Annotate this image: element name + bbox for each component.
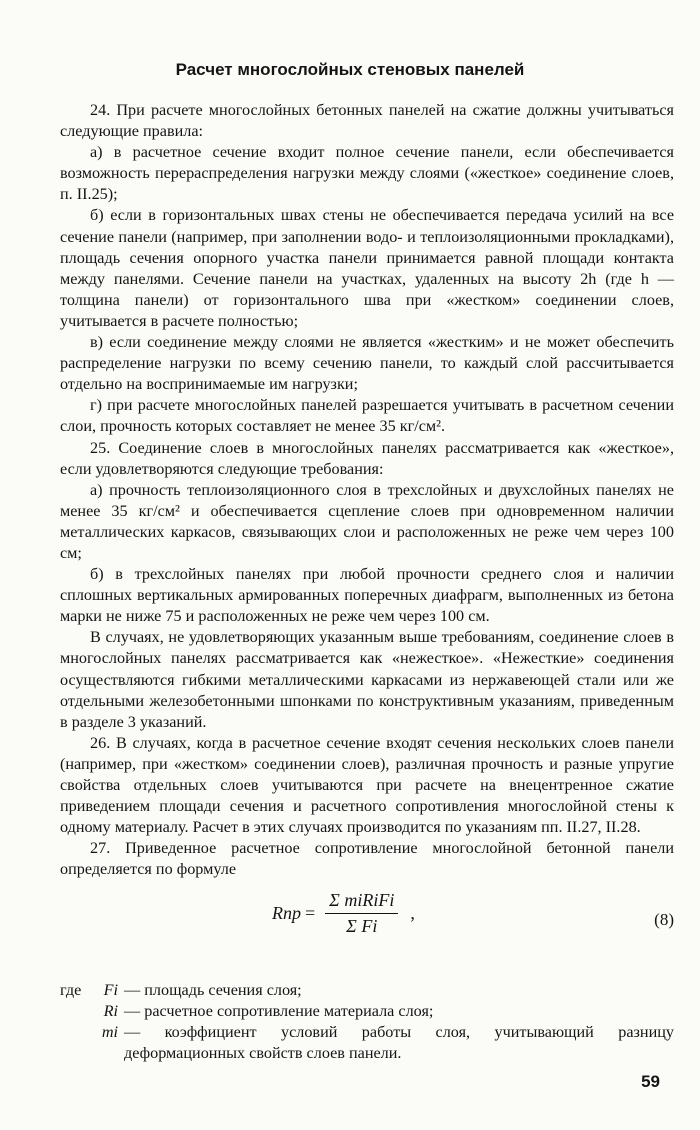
paragraph-24v: в) если соединение между слоями не является «жестким» и не может обеспечить распределение нагрузки по всему сечению панели, то каждый слой рассчитывается отдельно на воспринимаемые им нагрузки; <box>60 333 674 394</box>
definition-row <box>60 1001 674 1022</box>
definition-text: — площадь сечения слоя; <box>124 981 302 999</box>
formula-denominator: Σ Fi <box>346 916 378 936</box>
definition-row <box>60 1022 674 1064</box>
formula-block <box>60 882 674 972</box>
paragraph-24a: а) в расчетное сечение входит полное сечение панели, если обеспечивается возможность перераспределения нагрузки между слоями («жесткое» соединение слоев, п. II.25); <box>60 143 674 204</box>
section-title: Расчет многослойных стеновых панелей <box>175 60 525 79</box>
definition-symbol: Fi <box>103 981 118 999</box>
definition-lead <box>60 1001 90 1022</box>
paragraph-25a: а) прочность теплоизоляционного слоя в трехслойных и двухслойных панелях не менее 35 кг/см² и обеспечивается сцепление слоев при одновременном наличии металлических каркасов, связывающих слои и расположенных не реже чем через 100 см; <box>60 480 674 562</box>
paragraph-27: 27. Приведенное расчетное сопротивление многослойной бетонной панели определяется по формуле <box>60 839 674 879</box>
paragraph-25: 25. Соединение слоев в многослойных панелях рассматривается как «жесткое», если удовлетворяются следующие требования: <box>60 438 674 478</box>
definition-lead: где <box>60 981 82 999</box>
definition-text: — расчетное сопротивление материала слоя; <box>124 1002 434 1021</box>
definition-row <box>60 980 674 1001</box>
formula-8: Rпр = $\frac{\text{Σ miRiFi}}{\text{Σ Fi}}$ , <box>272 890 415 936</box>
paragraph-24b: б) если в горизонтальных швах стены не обеспечивается передача усилий на все сечение панели (например, при заполнении водо- и теплоизоляционными прокладками), площадь сечения опорного участка панели принимается равной площади контакта между панелями. Сечение панели на участках, удаленных на высоту 2h (где h — толщина панели) от горизонтального шва при «жестком» соединении слоев, учитывается в расчете полностью; <box>60 206 674 330</box>
paragraph-25b: б) в трехслойных панелях при любой прочности среднего слоя и наличии сплошных вертикальных армированных поперечных диафрагм, выполненных из бетона марки не ниже 75 и расположенных не реже чем через 100 см. <box>60 565 674 626</box>
definition-lead <box>60 1022 90 1064</box>
formula-numerator: Σ miRiFi <box>325 890 398 914</box>
paragraph-24: 24. При расчете многослойных бетонных панелей на сжатие должны учитываться следующие правила: <box>60 101 674 141</box>
symbol-definitions <box>60 980 674 1064</box>
formula-lhs: Rпр <box>272 903 301 923</box>
body-text <box>60 100 674 880</box>
formula-fraction <box>325 890 398 937</box>
definition-symbol: mi <box>101 1023 118 1042</box>
paragraph-24g: г) при расчете многослойных панелей разрешается учитывать в расчетном сечении слои, прочность которых составляет не менее 35 кг/см². <box>60 396 674 436</box>
equation-number: (8) <box>654 910 674 929</box>
page-number: 59 <box>641 1072 660 1091</box>
paragraph-25-note: В случаях, не удовлетворяющих указанным выше требованиям, соединение слоев в многослойных панелях рассматривается как «нежесткое». «Нежесткие» соединения осуществляются гибкими металлическими каркасами из нержавеющей стали или же отдельными железобетонными шпонками по конструктивным указаниям, приведенным в разделе 3 указаний. <box>60 628 674 731</box>
definition-symbol: Ri <box>103 1002 118 1021</box>
definition-text: — коэффициент условий работы слоя, учитывающий разницу деформационных свойств слоев панели. <box>124 1023 674 1063</box>
paragraph-26: 26. В случаях, когда в расчетное сечение входят сечения нескольких слоев панели (например, при «жестком» соединении слоев), различная прочность и разные упругие свойства отдельных слоев учитываются при расчете на внецентренное сжатие приведением площади сечения и расчетного сопротивления многослойной стены к одному материалу. Расчет в этих случаях производится по указаниям пп. II.27, II.28. <box>60 733 674 837</box>
